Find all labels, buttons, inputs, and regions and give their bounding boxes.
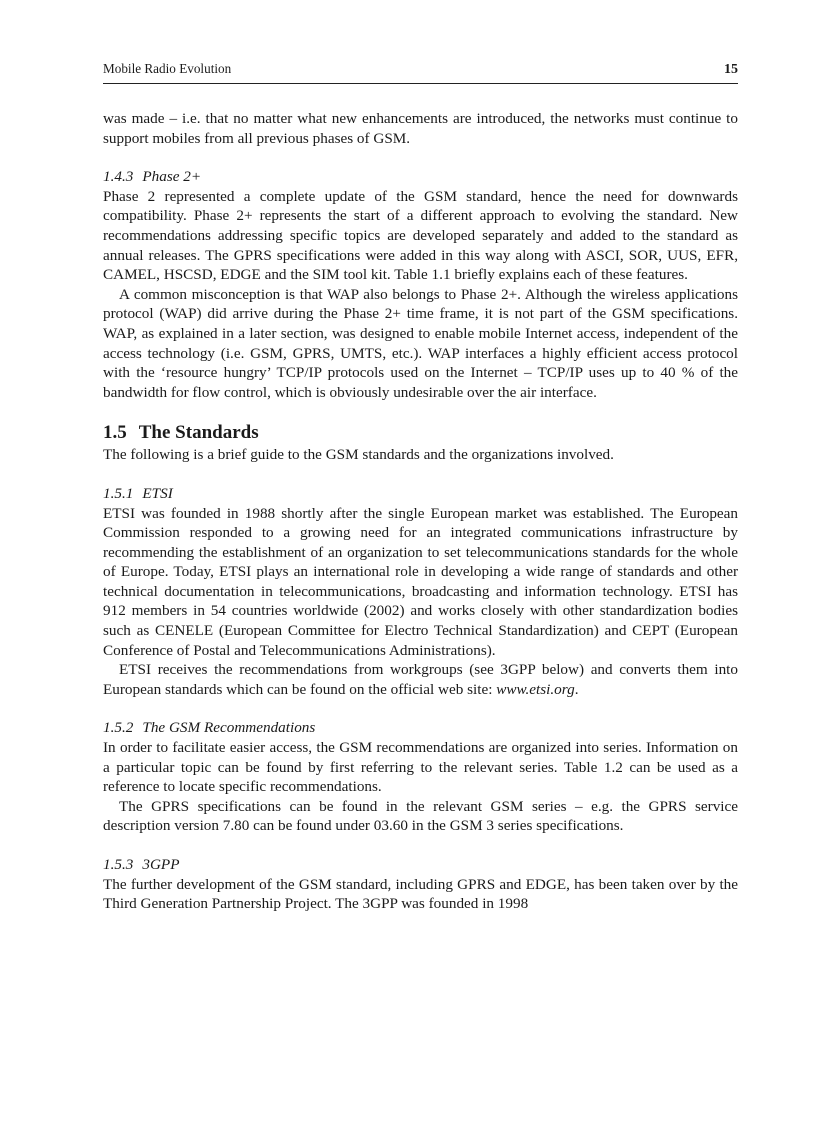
section-title: The Standards	[138, 422, 259, 444]
section-title: ETSI	[142, 484, 173, 502]
section-number: 1.5.1	[103, 484, 134, 502]
section-number: 1.5	[103, 422, 127, 444]
paragraph-standards: The following is a brief guide to the GSM standards and the organizations involved.	[103, 446, 614, 464]
running-title: Mobile Radio Evolution	[103, 61, 232, 76]
section-number: 1.5.2	[103, 719, 134, 737]
section-title: The GSM Recommendations	[142, 719, 316, 737]
section-heading-1-5	[103, 421, 738, 445]
header-rule	[103, 83, 738, 84]
section-heading-1-4-3	[103, 167, 738, 187]
paragraph-gsm-recommendations-a: In order to facilitate easier access, the GSM recommendations are organized into series. Information on a particular topic can be found by first referring to the relevant series. Table 1.2 can be used as a reference to locate specific recommendations.	[103, 739, 738, 796]
section-heading-1-5-2	[103, 718, 738, 738]
body-text	[103, 109, 738, 914]
paragraph-etsi-b-text: ETSI receives the recommendations from workgroups (see 3GPP below) and converts them into European standards which can be found on the official web site:	[103, 661, 738, 698]
paragraph-3gpp: The further development of the GSM standard, including GPRS and EDGE, has been taken over by the Third Generation Partnership Project. The 3GPP was founded in 1998	[103, 875, 738, 913]
section-number: 1.5.3	[103, 856, 134, 873]
paragraph-phase2plus-a: Phase 2 represented a complete update of the GSM standard, hence the need for downwards compatibility. Phase 2+ represents the start of a different approach to evolving the standard. New recommendations addressing specific topics are developed separately and added to the standard as annual releases. The GPRS specifications were added in this way along with ASCI, SOR, UUS, EFR, CAMEL, HSCSD, EDGE and the SIM tool kit. Table 1.1 briefly explains each of these features.	[103, 187, 738, 284]
etsi-url-link: www.etsi.org	[496, 680, 575, 698]
paragraph-etsi-b	[103, 660, 738, 699]
section-title: Phase 2+	[142, 168, 202, 186]
paragraph-phase2plus-b: A common misconception is that WAP also belongs to Phase 2+. Although the wireless applications protocol (WAP) did arrive during the Phase 2+ time frame, it is not part of the GSM specifications. WAP, as explained in a later section, was designed to enable mobile Internet access, independent of the access technology (i.e. GSM, GPRS, UMTS, etc.). WAP interfaces a highly efficient access protocol with the ‘resource hungry’ TCP/IP protocols used on the Internet – TCP/IP uses up to 40 % of the bandwidth for flow control, which is obviously undesirable over the air interface.	[103, 285, 738, 401]
paragraph-etsi-a: ETSI was founded in 1988 shortly after the single European market was established. The European Commission responded to a growing need for an integrated communications infrastructure by recommending the establishment of an organization to set telecommunications standards for the whole of Europe. Today, ETSI plays an international role in developing a wide range of standards and other technical documentation in telecommunications, broadcasting and information technology. ETSI has 912 members in 54 countries worldwide (2002) and works closely with other standardization bodies such as CENELE (European Committee for Electro Technical Standardization) and CEPT (European Conference of Postal and Telecommunications Administrations).	[103, 504, 738, 659]
running-header	[103, 59, 738, 80]
section-heading-1-5-3	[103, 855, 738, 875]
section-heading-1-5-1	[103, 484, 738, 504]
paragraph-etsi-b-end: .	[574, 680, 579, 698]
paragraph-gsm-recommendations-b: The GPRS specifications can be found in the relevant GSM series – e.g. the GPRS service description version 7.80 can be found under 03.60 in the GSM 3 series specifications.	[103, 797, 738, 835]
paragraph-intro: was made – i.e. that no matter what new enhancements are introduced, the networks must continue to support mobiles from all previous phases of GSM.	[103, 110, 738, 147]
section-number: 1.4.3	[103, 168, 134, 186]
page-number: 15	[724, 62, 738, 77]
section-title: 3GPP	[142, 856, 180, 873]
